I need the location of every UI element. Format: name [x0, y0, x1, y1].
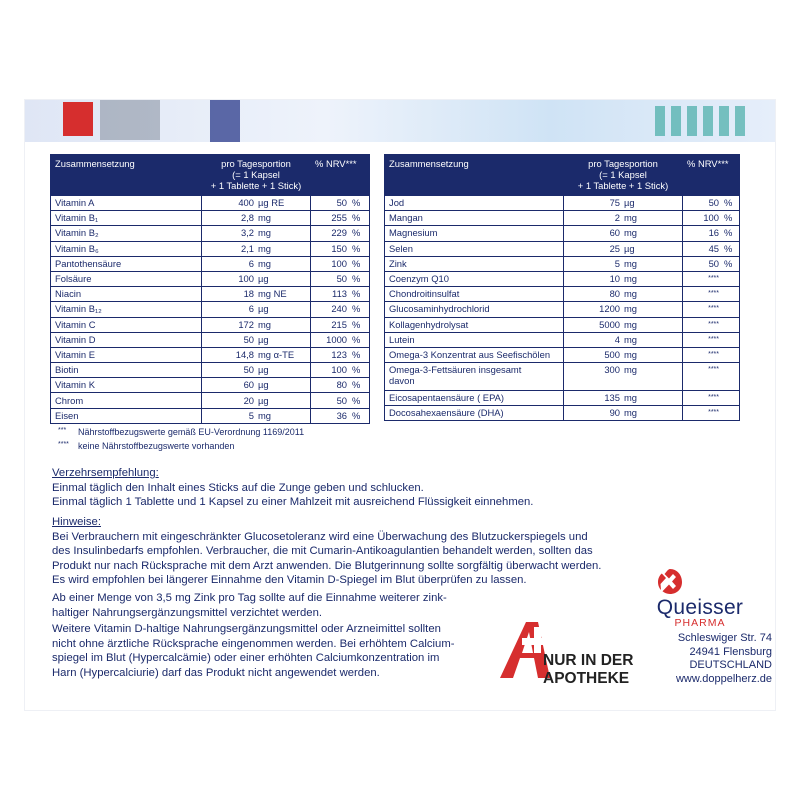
- nrv-value: ****: [708, 366, 719, 374]
- table-row: [385, 406, 739, 421]
- nutrient-nrv: [683, 317, 740, 332]
- nutrient-nrv: [683, 271, 740, 286]
- nutrient-name: Lutein: [385, 332, 564, 347]
- nrv-percent: %: [724, 227, 733, 239]
- amount-value: 5: [248, 409, 254, 421]
- nutrient-nrv: [311, 241, 370, 256]
- nutrient-amount: [202, 287, 311, 302]
- footnote-star: ****: [58, 441, 69, 448]
- amount-unit: µg: [258, 273, 269, 285]
- nutrient-nrv: [683, 391, 740, 406]
- nutrient-amount: [564, 347, 683, 362]
- nrv-value: 113: [332, 288, 347, 300]
- nrv-percent: %: [724, 212, 733, 224]
- nrv-percent: [719, 334, 724, 345]
- nutrient-nrv: [683, 196, 740, 211]
- usage-line: Einmal täglich 1 Tablette und 1 Kapsel zu einer Mahlzeit mit ausreichend Flüssigkeit einnehmen.: [52, 496, 534, 508]
- footnote-text: keine Nährstoffbezugswerte vorhanden: [78, 441, 235, 451]
- table-row: [51, 302, 369, 317]
- nrv-percent: %: [352, 273, 361, 285]
- nrv-percent: %: [352, 288, 361, 300]
- company-address: [620, 632, 772, 686]
- nrv-value: ****: [708, 290, 719, 298]
- table-row: [51, 211, 369, 226]
- nrv-percent: %: [724, 257, 733, 269]
- address-street: Schleswiger Str. 74: [677, 632, 772, 644]
- nutrient-nrv: [311, 302, 370, 317]
- usage-section: [52, 466, 772, 510]
- notes-line: Weitere Vitamin D-haltige Nahrungsergänzungsmittel oder Arzneimittel sollten: [52, 623, 441, 635]
- amount-value: 50: [243, 333, 254, 345]
- nrv-value: 123: [331, 348, 347, 360]
- nutrient-name: Folsäure: [51, 271, 202, 286]
- table-row: [385, 287, 739, 302]
- nutrient-nrv: [311, 378, 370, 393]
- nutrient-name: Vitamin E: [51, 347, 202, 362]
- nutrient-name: Eicosapentaensäure ( EPA): [385, 391, 564, 406]
- nrv-percent: [719, 319, 724, 330]
- zinc-note: [52, 591, 622, 620]
- amount-unit: mg: [624, 333, 638, 345]
- nutrient-amount: [564, 332, 683, 347]
- table-row: [385, 317, 739, 332]
- nrv-value: 45: [708, 242, 719, 254]
- nrv-value: 36: [336, 409, 347, 421]
- table-row: [51, 271, 369, 286]
- table-row: [385, 363, 739, 391]
- nrv-value: 1000: [326, 333, 347, 345]
- nrv-percent: %: [352, 318, 361, 330]
- nutrient-nrv: [683, 347, 740, 362]
- nutrient-name: Coenzym Q10: [385, 271, 564, 286]
- amount-value: 60: [243, 379, 254, 391]
- nutrient-name: Kollagenhydrolysat: [385, 317, 564, 332]
- amount-unit: µg: [258, 333, 269, 345]
- nrv-value: 255: [331, 212, 347, 224]
- nutrient-name: Glucosaminhydrochlorid: [385, 302, 564, 317]
- table-row: [385, 271, 739, 286]
- notes-line: Es wird empfohlen bei längerer Einnahme den Vitamin D-Spiegel im Blut überprüfen zu lassen.: [52, 574, 527, 586]
- amount-unit: mg: [624, 364, 638, 376]
- amount-value: 6: [248, 303, 254, 315]
- nutrient-amount: [202, 241, 311, 256]
- nutrient-nrv: [683, 241, 740, 256]
- nrv-percent: [719, 273, 724, 284]
- nrv-value: ****: [708, 320, 719, 328]
- company-block: [640, 596, 760, 629]
- table-row: [51, 256, 369, 271]
- nutrient-amount: [564, 363, 683, 391]
- nutrient-amount: [202, 408, 311, 423]
- usage-line: Einmal täglich den Inhalt eines Sticks auf die Zunge geben und schlucken.: [52, 481, 424, 494]
- amount-unit: µg: [258, 303, 269, 315]
- nutrient-name: Mangan: [385, 211, 564, 226]
- nutrient-amount: [564, 211, 683, 226]
- notes-line: haltiger Nahrungsergänzungsmittel verzichtet werden.: [52, 606, 323, 619]
- company-name: Queisser: [656, 596, 744, 619]
- nutrient-amount: [202, 302, 311, 317]
- nrv-percent: %: [352, 227, 361, 239]
- nutrient-nrv: [683, 226, 740, 241]
- nutrient-amount: [564, 271, 683, 286]
- nrv-value: ****: [708, 394, 719, 402]
- nrv-value: 50: [336, 197, 347, 209]
- amount-unit: mg: [258, 212, 272, 224]
- nutrient-nrv: [311, 211, 370, 226]
- nutrient-amount: [564, 196, 683, 211]
- notes-line: nicht ohne ärztliche Rücksprache eingenommen werden. Bei erhöhtem Calcium-: [52, 637, 455, 650]
- notes-line: des Insulinbedarfs empfohlen. Verbraucher, die mit Cumarin-Antikoagulantien behandelt werden, sollten das: [52, 545, 593, 557]
- address-country: DEUTSCHLAND: [689, 659, 772, 671]
- nrv-value: 50: [708, 197, 719, 209]
- nrv-value: 16: [708, 227, 719, 239]
- col-header-nrv: % NRV***: [311, 155, 370, 196]
- amount-unit: µg: [258, 364, 269, 376]
- nutrient-name: Omega-3-Fettsäuren insgesamt davon: [385, 363, 564, 391]
- table-row: [385, 302, 739, 317]
- nrv-percent: %: [352, 364, 361, 376]
- amount-value: 14,8: [235, 348, 254, 360]
- nutrient-amount: [202, 256, 311, 271]
- amount-value: 135: [604, 392, 620, 404]
- nrv-value: 229: [331, 227, 347, 239]
- nutrient-nrv: [311, 226, 370, 241]
- nrv-percent: [719, 288, 724, 299]
- nrv-value: ****: [708, 305, 719, 313]
- table-row: [385, 226, 739, 241]
- amount-value: 3,2: [240, 227, 254, 239]
- package-top-band: [25, 100, 775, 142]
- amount-value: 400: [238, 197, 254, 209]
- nrv-value: 240: [331, 303, 347, 315]
- amount-value: 2: [614, 212, 620, 224]
- nutrient-nrv: [311, 196, 370, 211]
- nutrient-amount: [202, 393, 311, 408]
- amount-unit: mg α-TE: [258, 348, 295, 360]
- amount-value: 50: [243, 364, 254, 376]
- table-row: [51, 393, 369, 408]
- table-row: [385, 196, 739, 211]
- nutrient-amount: [202, 378, 311, 393]
- table-row: [385, 332, 739, 347]
- notes-line: Ab einer Menge von 3,5 mg Zink pro Tag sollte auf die Einnahme weiterer zink-: [52, 592, 447, 604]
- amount-unit: mg: [258, 409, 272, 421]
- amount-unit: mg: [624, 407, 638, 419]
- nrv-percent: [719, 364, 724, 375]
- nrv-percent: %: [724, 242, 733, 254]
- table-row: [385, 347, 739, 362]
- table-row: [51, 378, 369, 393]
- nrv-value: 50: [336, 394, 347, 406]
- nutrient-nrv: [311, 256, 370, 271]
- table-row: [385, 241, 739, 256]
- nutrient-nrv: [311, 347, 370, 362]
- amount-value: 60: [609, 227, 620, 239]
- amount-unit: mg: [624, 318, 638, 330]
- nrv-percent: %: [352, 212, 361, 224]
- nrv-value: 50: [336, 273, 347, 285]
- nrv-percent: %: [724, 197, 733, 209]
- nrv-value: ****: [708, 335, 719, 343]
- table-row: [51, 408, 369, 423]
- nutrient-name: Vitamin B₁: [51, 211, 202, 226]
- notes-line: spiegel im Blut (Hypercalcämie) oder einer erhöhten Calciumkonzentration im: [52, 652, 440, 664]
- notes-line: Bei Verbrauchern mit eingeschränkter Glucosetoleranz wird eine Überwachung des Blutzuckerspiegels und: [52, 530, 588, 543]
- nutrient-name: Pantothensäure: [51, 256, 202, 271]
- nutrient-amount: [564, 391, 683, 406]
- amount-value: 25: [609, 242, 620, 254]
- nutrient-amount: [564, 317, 683, 332]
- nutrient-amount: [202, 196, 311, 211]
- amount-unit: µg RE: [258, 197, 285, 209]
- amount-unit: mg: [624, 273, 638, 285]
- top-band-red-graphic: [63, 102, 93, 136]
- nutrient-name: Omega-3 Konzentrat aus Seefischölen: [385, 347, 564, 362]
- amount-unit: mg: [624, 212, 638, 224]
- nutrient-nrv: [683, 211, 740, 226]
- usage-heading: Verzehrsempfehlung:: [52, 467, 159, 479]
- apotheke-line-2: APOTHEKE: [543, 670, 630, 687]
- col-header-composition: Zusammensetzung: [51, 155, 202, 196]
- table-row: [51, 287, 369, 302]
- nutrient-nrv: [311, 332, 370, 347]
- table-row: [385, 211, 739, 226]
- amount-value: 4: [614, 333, 620, 345]
- nutrient-amount: [202, 347, 311, 362]
- nrv-value: ****: [708, 350, 719, 358]
- nutrient-nrv: [683, 332, 740, 347]
- table-row: [51, 332, 369, 347]
- table-row: [51, 347, 369, 362]
- left-nutrient-table: [50, 154, 370, 424]
- nutrient-nrv: [683, 406, 740, 421]
- amount-unit: µg: [258, 379, 269, 391]
- nutrient-name: Eisen: [51, 408, 202, 423]
- nrv-percent: [719, 392, 724, 403]
- nrv-percent: %: [352, 242, 361, 254]
- amount-unit: µg: [258, 394, 269, 406]
- nutrient-amount: [564, 302, 683, 317]
- address-city: 24941 Flensburg: [689, 645, 772, 658]
- nutrient-name: Vitamin A: [51, 196, 202, 211]
- nutrient-nrv: [311, 408, 370, 423]
- nrv-value: 80: [336, 379, 347, 391]
- nrv-value: 100: [331, 257, 347, 269]
- table-row: [51, 241, 369, 256]
- nutrient-nrv: [311, 271, 370, 286]
- nrv-percent: %: [352, 348, 361, 360]
- nrv-percent: [719, 303, 724, 314]
- website-link[interactable]: www.doppelherz.de: [675, 672, 772, 685]
- apotheke-line-1: NUR IN DER: [543, 652, 634, 669]
- nutrient-amount: [564, 406, 683, 421]
- amount-value: 5000: [599, 318, 620, 330]
- nrv-percent: %: [352, 197, 361, 209]
- nrv-percent: %: [352, 333, 361, 345]
- notes-heading: Hinweise:: [52, 516, 101, 528]
- table-row: [51, 363, 369, 378]
- amount-unit: mg: [258, 242, 272, 254]
- table-row: [51, 196, 369, 211]
- amount-value: 18: [243, 288, 254, 300]
- nutrient-name: Vitamin B₁₂: [51, 302, 202, 317]
- amount-value: 10: [609, 273, 620, 285]
- amount-value: 80: [609, 288, 620, 300]
- amount-unit: mg: [624, 288, 638, 300]
- col-header-composition: Zusammensetzung: [385, 155, 564, 196]
- amount-value: 2,1: [240, 242, 254, 254]
- nrv-percent: %: [352, 303, 361, 315]
- nutrient-amount: [202, 226, 311, 241]
- nutrient-nrv: [683, 363, 740, 391]
- amount-value: 20: [243, 394, 254, 406]
- table-row: [385, 391, 739, 406]
- col-header-daily-portion: pro Tagesportion (= 1 Kapsel + 1 Tablette + 1 Stick): [202, 155, 311, 196]
- nutrient-amount: [202, 211, 311, 226]
- nutrient-name: Vitamin D: [51, 332, 202, 347]
- nutrient-name: Zink: [385, 256, 564, 271]
- nutrient-name: Magnesium: [385, 226, 564, 241]
- nutrient-name: Niacin: [51, 287, 202, 302]
- amount-value: 2,8: [240, 212, 254, 224]
- nutrient-amount: [564, 241, 683, 256]
- nutrient-name: Vitamin K: [51, 378, 202, 393]
- footnote-star: ***: [58, 427, 67, 434]
- nutrient-amount: [202, 317, 311, 332]
- nutrient-nrv: [683, 287, 740, 302]
- amount-unit: mg: [258, 257, 272, 269]
- amount-unit: mg: [624, 392, 638, 404]
- amount-value: 1200: [599, 303, 620, 315]
- amount-value: 500: [604, 348, 620, 360]
- col-header-daily-portion: pro Tagesportion (= 1 Kapsel + 1 Tablette + 1 Stick): [564, 155, 683, 196]
- notes-line: Produkt nur nach Rücksprache mit dem Arzt anwenden. Die Blutgerinnung sollte sorgfältig überwacht werden.: [52, 559, 602, 572]
- nutrient-amount: [564, 256, 683, 271]
- top-band-blue-graphic: [210, 100, 240, 142]
- nutrient-name: Vitamin B₂: [51, 226, 202, 241]
- nutrient-amount: [202, 332, 311, 347]
- nrv-value: 215: [331, 318, 347, 330]
- footnote-nrv: [58, 427, 304, 437]
- nrv-value: ****: [708, 409, 719, 417]
- nutrient-name: Biotin: [51, 363, 202, 378]
- amount-value: 300: [604, 364, 620, 376]
- nutrient-nrv: [683, 302, 740, 317]
- table-row: [51, 317, 369, 332]
- nrv-value: ****: [708, 275, 719, 283]
- nutrient-nrv: [311, 287, 370, 302]
- nutrient-name: Vitamin C: [51, 317, 202, 332]
- amount-unit: mg: [624, 227, 638, 239]
- nrv-percent: %: [352, 379, 361, 391]
- company-sub: PHARMA: [674, 617, 726, 629]
- nutrient-nrv: [683, 256, 740, 271]
- amount-value: 172: [238, 318, 254, 330]
- nrv-percent: [719, 407, 724, 418]
- nrv-percent: %: [352, 257, 361, 269]
- nutrient-amount: [202, 271, 311, 286]
- nutrient-name: Vitamin B₆: [51, 241, 202, 256]
- col-header-nrv: % NRV***: [683, 155, 740, 196]
- nutrient-nrv: [311, 317, 370, 332]
- amount-unit: mg NE: [258, 288, 287, 300]
- top-band-teal-graphic: [655, 106, 745, 136]
- nutrient-nrv: [311, 363, 370, 378]
- nrv-percent: [719, 349, 724, 360]
- nutrient-amount: [202, 363, 311, 378]
- nrv-percent: %: [352, 394, 361, 406]
- amount-value: 90: [609, 407, 620, 419]
- amount-unit: mg: [258, 318, 272, 330]
- amount-unit: mg: [624, 257, 638, 269]
- right-nutrient-table: [384, 154, 740, 421]
- nrv-value: 50: [708, 257, 719, 269]
- amount-value: 100: [238, 273, 254, 285]
- nrv-value: 150: [331, 242, 347, 254]
- footnote-text: Nährstoffbezugswerte gemäß EU-Verordnung 1169/2011: [78, 427, 305, 437]
- nutrient-name: Chrom: [51, 393, 202, 408]
- nutrient-name: Selen: [385, 241, 564, 256]
- footnote-no-nrv: [58, 441, 234, 451]
- amount-unit: mg: [624, 348, 638, 360]
- nutrient-nrv: [311, 393, 370, 408]
- nrv-value: 100: [331, 364, 347, 376]
- amount-value: 5: [614, 257, 620, 269]
- amount-unit: mg: [624, 303, 638, 315]
- nutrient-amount: [564, 287, 683, 302]
- nrv-percent: %: [352, 409, 361, 421]
- nutrient-name: Docosahexaensäure (DHA): [385, 406, 564, 421]
- top-band-image: [100, 100, 160, 140]
- nutrient-name: Jod: [385, 196, 564, 211]
- amount-value: 6: [248, 257, 254, 269]
- notes-line: Harn (Hypercalciurie) darf das Produkt nicht angewendet werden.: [52, 666, 380, 679]
- amount-unit: mg: [258, 227, 272, 239]
- nrv-value: 100: [703, 212, 719, 224]
- amount-unit: µg: [624, 197, 635, 209]
- queisser-logo-icon: [655, 567, 685, 597]
- nutrient-name: Chondroitinsulfat: [385, 287, 564, 302]
- amount-value: 75: [609, 197, 620, 209]
- table-row: [385, 256, 739, 271]
- nutrient-amount: [564, 226, 683, 241]
- table-row: [51, 226, 369, 241]
- amount-unit: µg: [624, 242, 635, 254]
